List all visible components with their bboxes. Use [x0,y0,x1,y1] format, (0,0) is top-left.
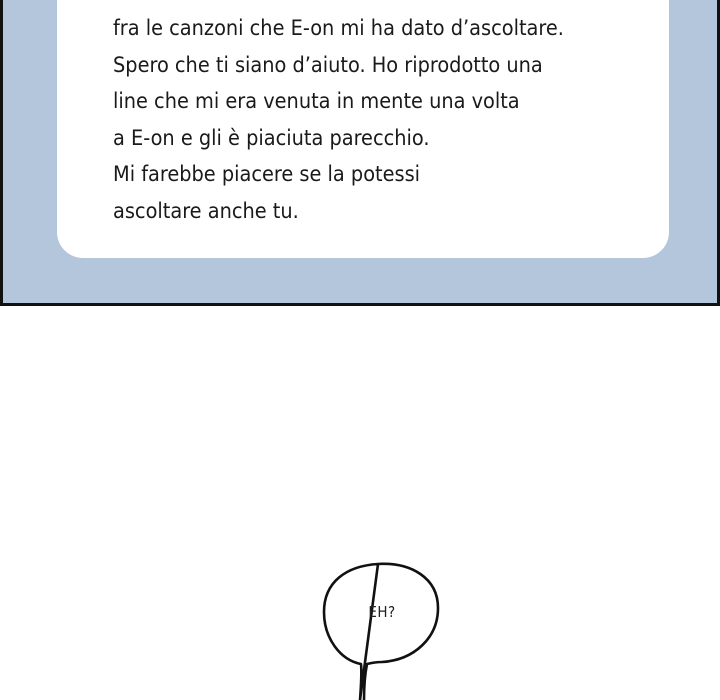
comic-panel [0,0,720,306]
message-line: Spero che ti siano d’aiuto. Ho riprodotto una [113,52,543,78]
message-line: line che mi era venuta in mente una volta [113,89,520,114]
speech-bubble [316,556,446,700]
speech-bubble-outline [324,564,438,700]
message-line: a E-on e gli è piaciuta parecchio. [113,125,430,151]
message-line: Mi farebbe piacere se la potessi [113,162,421,187]
speech-bubble-text: EH? [368,603,396,621]
message-line: fra le canzoni che E-on mi ha dato d’ascoltare. [113,16,564,41]
message-line: ascoltare anche tu. [113,198,299,224]
message-card [57,0,669,258]
message-text [113,11,564,230]
